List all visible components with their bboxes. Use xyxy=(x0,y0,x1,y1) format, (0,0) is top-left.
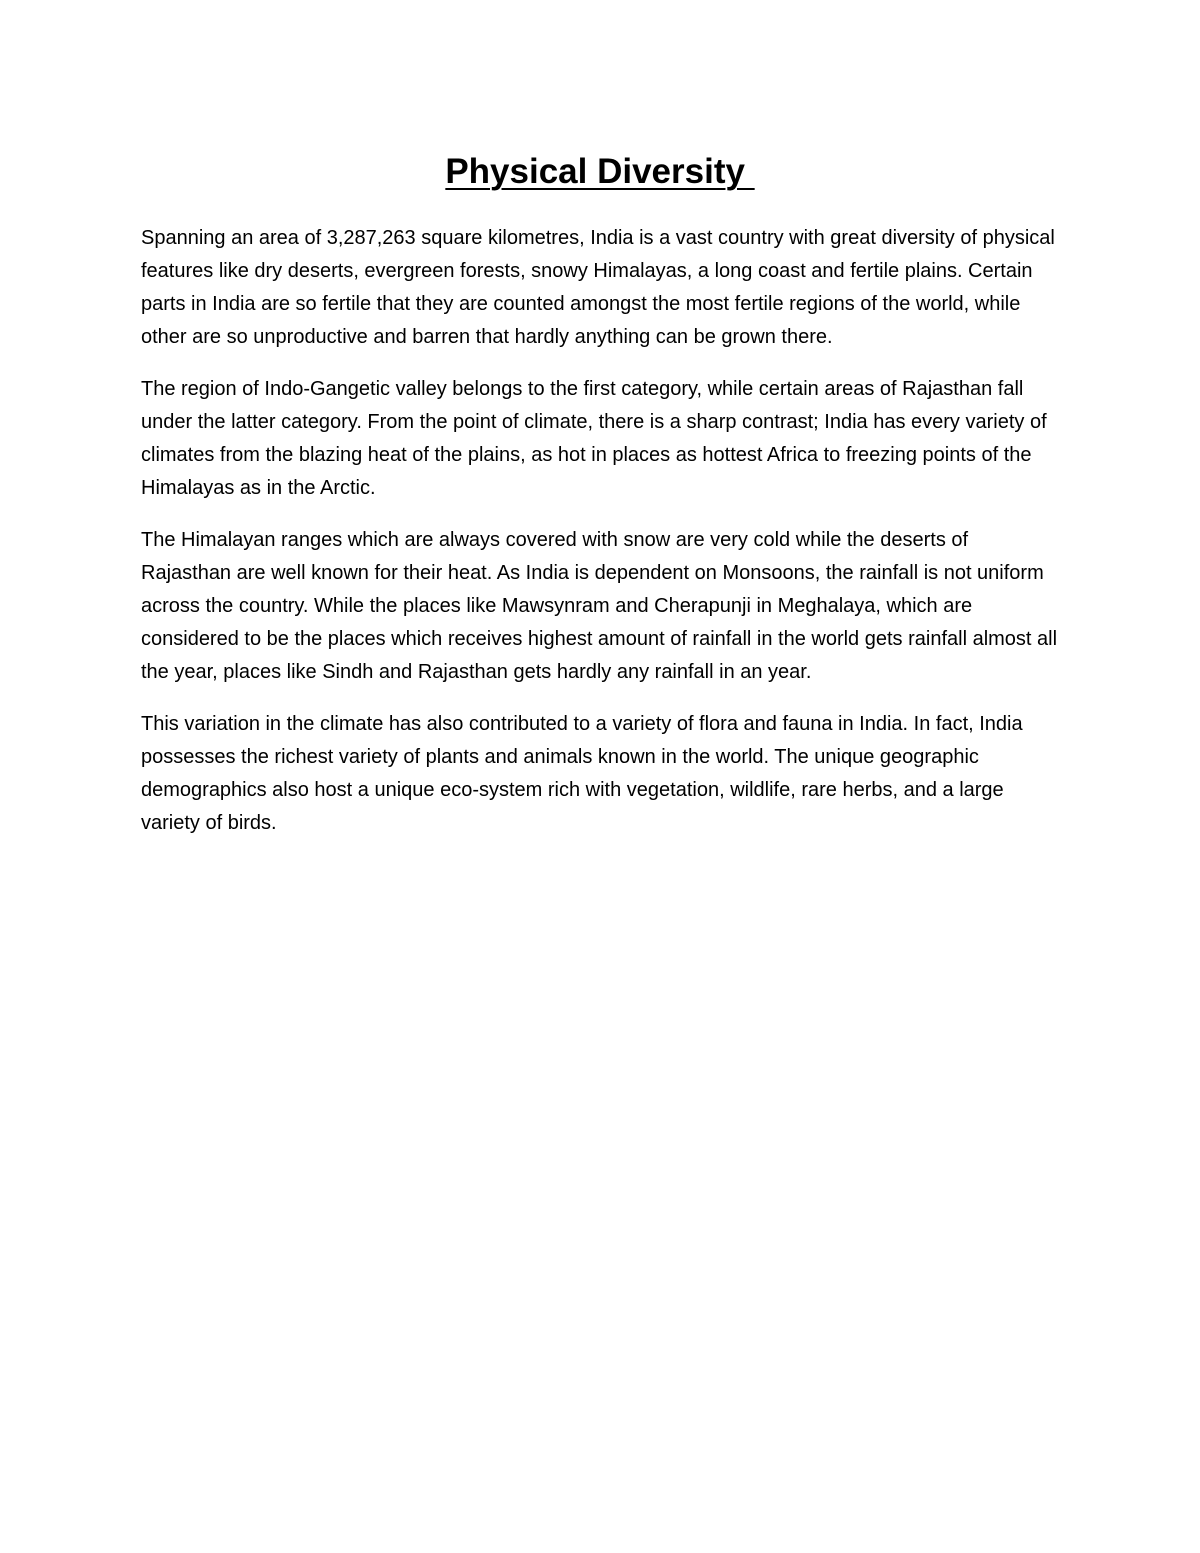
paragraph-2: The region of Indo-Gangetic valley belongs to the first category, while certain areas of Rajasthan fall under the latter category. From the point of climate, there is a sharp contrast; India has every variety of climates from the blazing heat of the plains, as hot in places as hottest Africa to freezing points of the Himalayas as in the Arctic. xyxy=(141,378,1047,499)
paragraph-4: This variation in the climate has also contributed to a variety of flora and fauna in India. In fact, India possesses the richest variety of plants and animals known in the world. The unique geographic demographics also host a unique eco-system rich with vegetation, wildlife, rare herbs, and a large variety of birds. xyxy=(141,713,1023,834)
paragraph-3: The Himalayan ranges which are always covered with snow are very cold while the deserts of Rajasthan are well known for their heat. As India is dependent on Monsoons, the rainfall is not uniform across the country. While the places like Mawsynram and Cherapunji in Meghalaya, which are considered to be the places which receives highest amount of rainfall in the world gets rainfall almost all the year, places like Sindh and Rajasthan gets hardly any rainfall in an year. xyxy=(141,529,1058,683)
document-body xyxy=(141,222,1061,859)
page-title-text: Physical Diversity xyxy=(445,152,755,191)
paragraph-1: Spanning an area of 3,287,263 square kilometres, India is a vast country with great diversity of physical features like dry deserts, evergreen forests, snowy Himalayas, a long coast and fertile plains. Certain parts in India are so fertile that they are counted amongst the most fertile regions of the world, while other are so unproductive and barren that hardly anything can be grown there. xyxy=(141,227,1055,348)
page-title xyxy=(0,148,1200,196)
